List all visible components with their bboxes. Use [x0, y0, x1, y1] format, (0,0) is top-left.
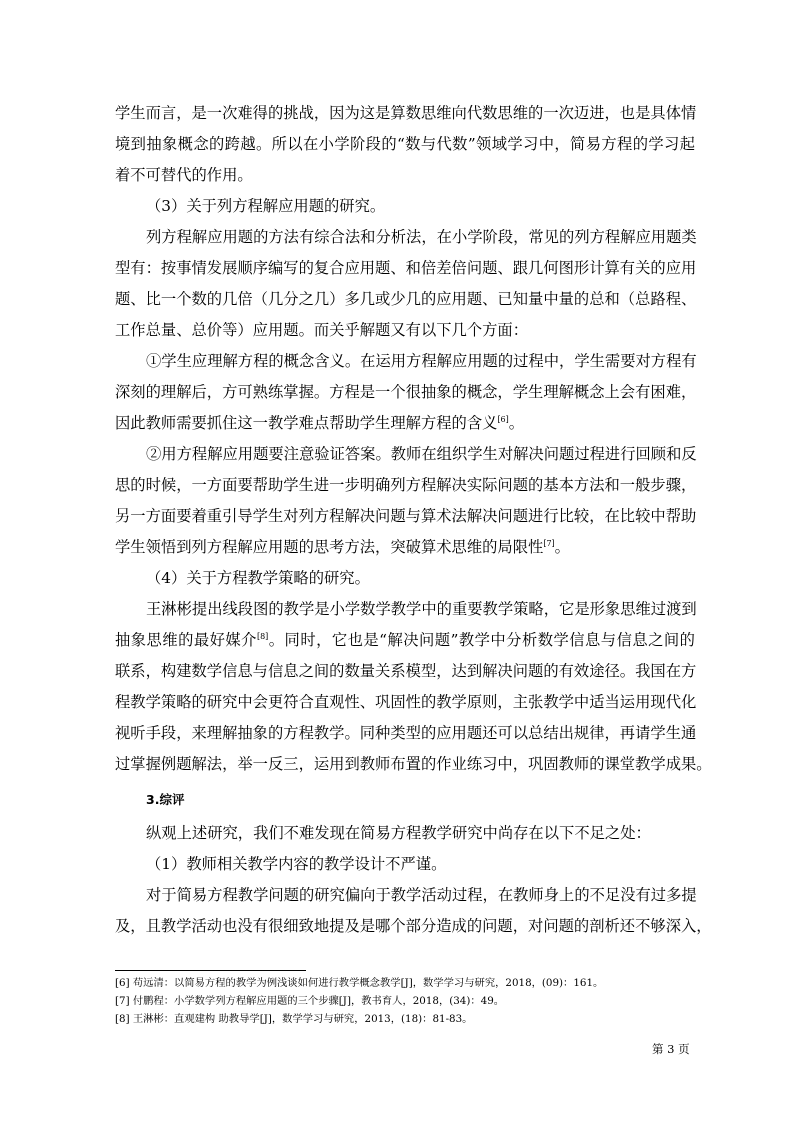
citation-ref: [8]	[256, 631, 269, 641]
paragraph-line: （1）教师相关教学内容的教学设计不严谨。	[146, 855, 447, 873]
footnote-8: [8] 王淋彬：直观建构 助教导学[J]，数学学习与研究，2013，(18)：81-83。	[115, 1013, 473, 1025]
paragraph-line: 题、比一个数的几倍（几分之几）多几或少几的应用题、已知量中量的总和（总路程、	[115, 290, 697, 308]
paragraph-line	[115, 630, 695, 650]
paragraph-line: ①学生应理解方程的概念含义。在运用方程解应用题的过程中，学生需要对方程有	[146, 352, 697, 370]
paragraph-line: 型有：按事情发展顺序编写的复合应用题、和倍差倍问题、跟几何图形计算有关的应用	[115, 259, 697, 277]
paragraph-line: 王淋彬提出线段图的教学是小学数学教学中的重要教学策略，它是形象思维过渡到	[146, 600, 697, 618]
paragraph-text: 。	[508, 414, 525, 432]
paragraph-text: 因此教师需要抓住这一教学难点帮助学生理解方程的含义	[115, 414, 498, 432]
paragraph-line: 联系，构建数学信息与信息之间的数量关系模型，达到解决问题的有效途径。我国在方	[115, 662, 697, 680]
paragraph-line: 工作总量、总价等）应用题。而关乎解题又有以下几个方面：	[115, 321, 529, 339]
citation-ref: [6]	[497, 414, 509, 424]
subheading-3: （3）关于列方程解应用题的研究。	[146, 197, 386, 215]
paragraph-text: 。	[554, 538, 570, 556]
paragraph-line	[115, 413, 695, 433]
footnote-6: [6] 苟远清：以简易方程的教学为例浅谈如何进行教学概念教学[J]，数学学习与研究，2018，(09)：161。	[115, 977, 604, 989]
paragraph-line: 深刻的理解后，方可熟练掌握。方程是一个很抽象的概念，学生理解概念上会有困难，	[115, 383, 697, 401]
footnote-7: [7] 付鹏程：小学数学列方程解应用题的三个步骤[J]，教书育人，2018，(34)：49。	[115, 995, 505, 1007]
paragraph-text: 学生领悟到列方程解应用题的思考方法，突破算术思维的局限性	[115, 538, 544, 556]
paragraph-line: 列方程解应用题的方法有综合法和分析法，在小学阶段，常见的列方程解应用题类	[146, 228, 697, 246]
paragraph-line	[115, 537, 695, 557]
paragraph-line: 思的时候，一方面要帮助学生进一步明确列方程解决实际问题的基本方法和一般步骤，	[115, 476, 697, 494]
paragraph-line: 着不可替代的作用。	[115, 166, 253, 184]
footnote-divider	[115, 970, 306, 971]
subheading-4: （4）关于方程教学策略的研究。	[146, 569, 370, 587]
paragraph-line: 视听手段，来理解抽象的方程教学。同种类型的应用题还可以总结出规律，再请学生通	[115, 724, 697, 742]
paragraph-line: 另一方面要着重引导学生对列方程解决问题与算术法解决问题进行比较，在比较中帮助	[115, 507, 697, 525]
page-number: 第 3 页	[652, 1042, 690, 1056]
paragraph-text: 抽象思维的最好媒介	[115, 631, 257, 649]
citation-ref: [7]	[543, 538, 555, 548]
paragraph-line: ②用方程解应用题要注意验证答案。教师在组织学生对解决问题过程进行回顾和反	[146, 445, 697, 463]
paragraph-line: 纵观上述研究，我们不难发现在简易方程教学研究中尚存在以下不足之处：	[146, 824, 651, 842]
paragraph-line: 境到抽象概念的跨越。所以在小学阶段的“数与代数”领域学习中，简易方程的学习起	[115, 135, 695, 153]
paragraph-line: 程教学策略的研究中会更符合直观性、巩固性的教学原则，主张教学中适当运用现代化	[115, 693, 697, 711]
paragraph-line: 对于简易方程教学问题的研究偏向于教学活动过程，在教师身上的不足没有过多提	[146, 886, 697, 904]
paragraph-line: 过掌握例题解法，举一反三，运用到教师布置的作业练习中，巩固教师的课堂教学成果。	[115, 755, 712, 773]
paragraph-text: 。同时，它也是“解决问题”教学中分析数学信息与信息之间的	[268, 631, 695, 649]
paragraph-line: 学生而言，是一次难得的挑战，因为这是算数思维向代数思维的一次迈进，也是具体情	[115, 104, 697, 122]
paragraph-line: 及，且教学活动也没有很细致地提及是哪个部分造成的问题，对问题的剖析还不够深入，	[115, 917, 712, 935]
section-heading: 3.综评	[146, 792, 185, 807]
